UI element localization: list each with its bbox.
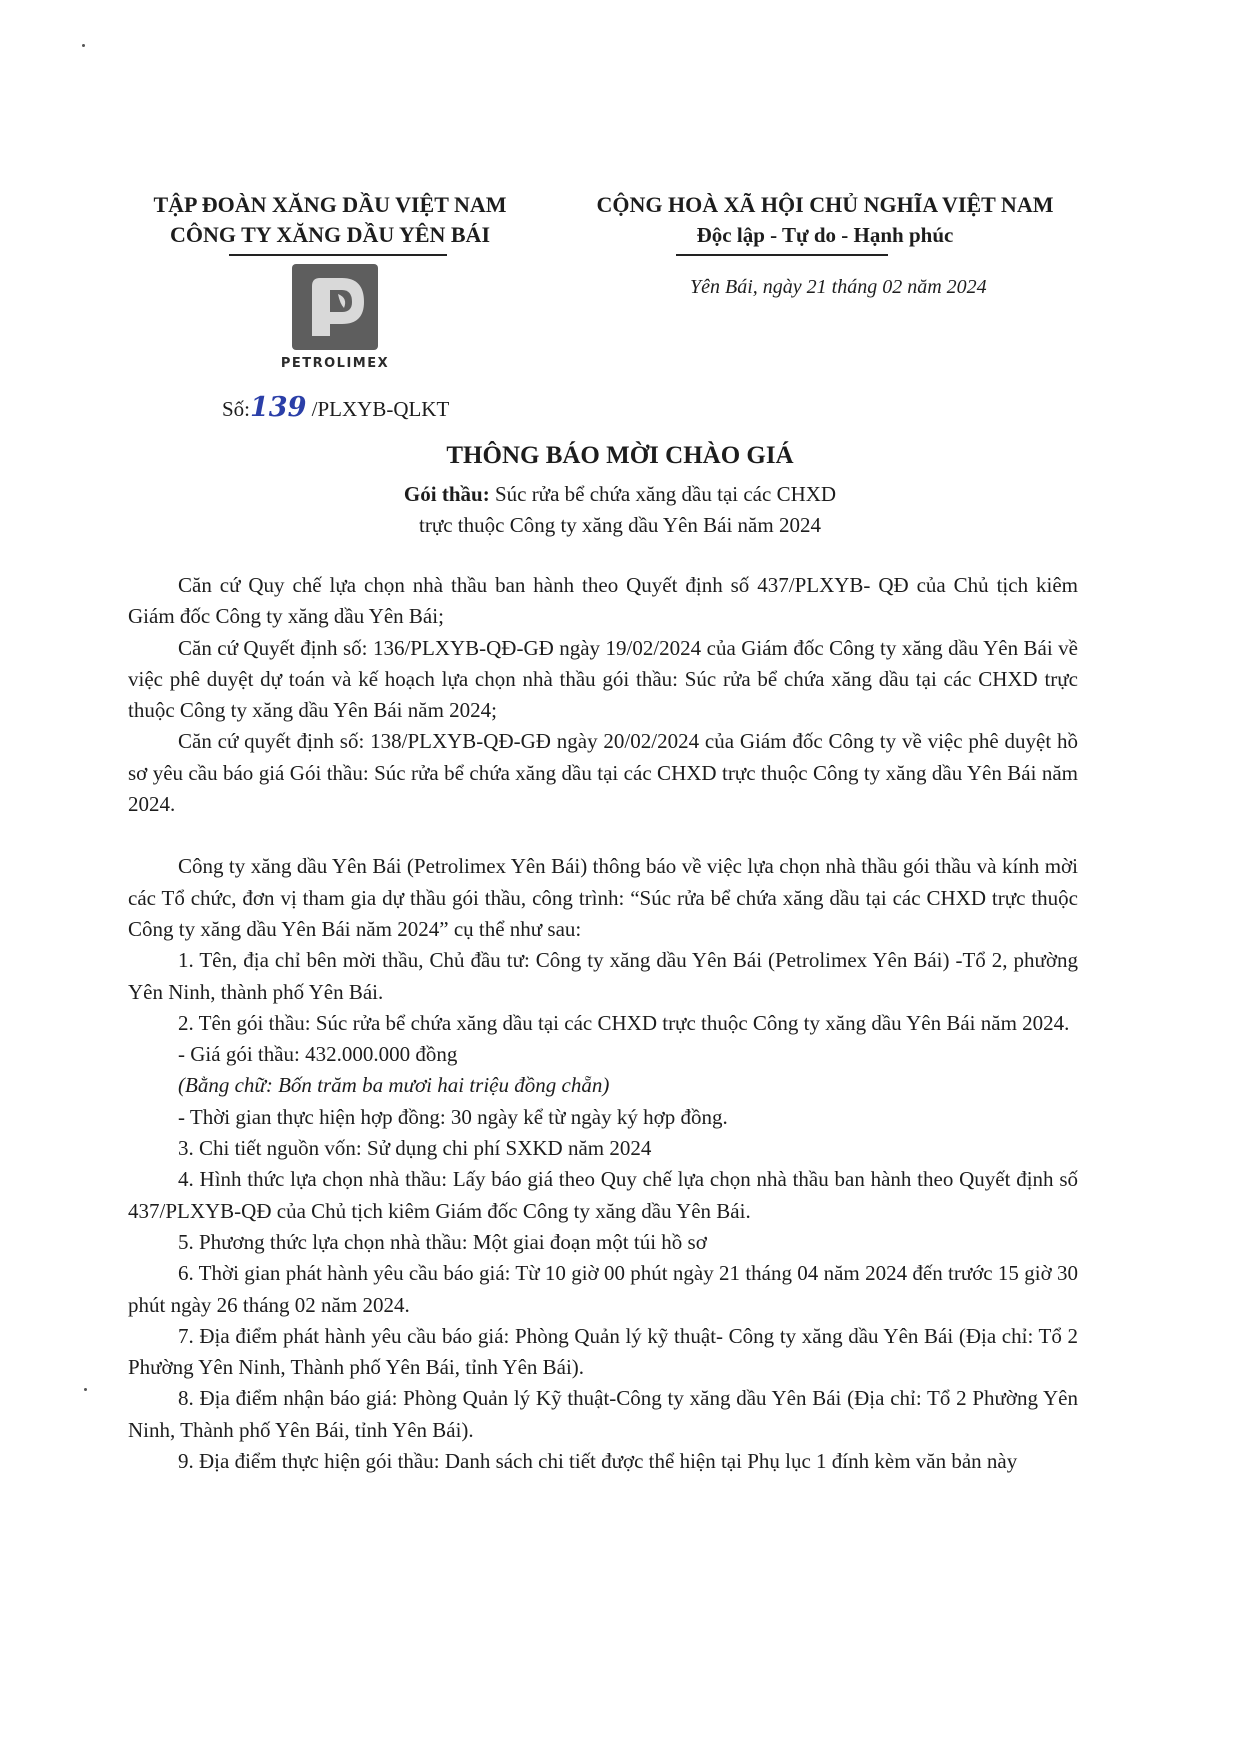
number-handwritten: 139	[250, 392, 307, 423]
number-label: Số:	[222, 397, 251, 421]
list-item: 4. Hình thức lựa chọn nhà thầu: Lấy báo giá theo Quy chế lựa chọn nhà thầu ban hành theo Quyết định số 437/PLXYB-QĐ của Chủ tịch kiêm Giám đốc Công ty xăng dầu Yên Bái.	[128, 1167, 1078, 1223]
national-motto: Độc lập - Tự do - Hạnh phúc	[696, 223, 954, 247]
package-name	[0, 482, 1240, 507]
list-item: 2. Tên gói thầu: Súc rửa bể chứa xăng dầu tại các CHXD trực thuộc Công ty xăng dầu Yên Bái năm 2024.	[178, 1010, 1070, 1035]
list-item: 1. Tên, địa chỉ bên mời thầu, Chủ đầu tư: Công ty xăng dầu Yên Bái (Petrolimex Yên Bái) -Tổ 2, phường Yên Ninh, thành phố Yên Bái.	[128, 948, 1078, 1004]
issuer-header	[120, 190, 540, 250]
list-item-amount-words: (Bằng chữ: Bốn trăm ba mươi hai triệu đồng chẵn)	[178, 1073, 610, 1098]
number-suffix: /PLXYB-QLKT	[311, 397, 450, 421]
basis-paragraph: Căn cứ quyết định số: 138/PLXYB-QĐ-GĐ ngày 20/02/2024 của Giám đốc Công ty về việc phê duyệt hồ sơ yêu cầu báo giá Gói thầu: Súc rửa bể chứa xăng dầu tại các CHXD trực thuộc Công ty xăng dầu Yên Bái năm 2024.	[128, 729, 1078, 817]
logo-wordmark: PETROLIMEX	[280, 356, 390, 371]
package-name-line2: trực thuộc Công ty xăng dầu Yên Bái năm 2024	[419, 513, 821, 537]
motto-underline	[676, 254, 888, 256]
list-item: 6. Thời gian phát hành yêu cầu báo giá: Từ 10 giờ 00 phút ngày 21 tháng 04 năm 2024 đến trước 15 giờ 30 phút ngày 26 tháng 02 năm 2024.	[128, 1261, 1078, 1317]
national-header	[560, 190, 1090, 250]
package-label: Gói thầu:	[403, 482, 490, 506]
list-item: 9. Địa điểm thực hiện gói thầu: Danh sách chi tiết được thể hiện tại Phụ lục 1 đính kèm văn bản này	[178, 1449, 1018, 1474]
list-item: 3. Chi tiết nguồn vốn: Sử dụng chi phí SXKD năm 2024	[178, 1136, 652, 1161]
scan-speck	[84, 1388, 87, 1391]
issuer-parent: TẬP ĐOÀN XĂNG DẦU VIỆT NAM	[153, 192, 507, 217]
document-body	[128, 570, 1078, 1477]
document-date: Yên Bái, ngày 21 tháng 02 năm 2024	[690, 276, 987, 298]
intro-paragraph: Công ty xăng dầu Yên Bái (Petrolimex Yên Bái) thông báo về việc lựa chọn nhà thầu gói thầu và kính mời các Tổ chức, đơn vị tham gia dự thầu gói thầu, công trình: “Súc rửa bể chứa xăng dầu tại các CHXD trực thuộc Công ty xăng dầu Yên Bái năm 2024” cụ thể như sau:	[128, 854, 1078, 941]
list-item: 7. Địa điểm phát hành yêu cầu báo giá: Phòng Quản lý kỹ thuật- Công ty xăng dầu Yên Bái (Địa chỉ: Tổ 2 Phường Yên Ninh, Thành phố Yên Bái, tỉnh Yên Bái).	[128, 1323, 1078, 1380]
list-item: - Thời gian thực hiện hợp đồng: 30 ngày kể từ ngày ký hợp đồng.	[178, 1104, 728, 1129]
list-item: - Giá gói thầu: 432.000.000 đồng	[178, 1042, 458, 1067]
document-title: THÔNG BÁO MỜI CHÀO GIÁ	[446, 442, 794, 469]
package-text: Súc rửa bể chứa xăng dầu tại các CHXD	[494, 482, 837, 506]
issuer-underline	[229, 254, 447, 256]
national-title: CỘNG HOÀ XÃ HỘI CHỦ NGHĨA VIỆT NAM	[596, 192, 1054, 217]
basis-paragraph: Căn cứ Quyết định số: 136/PLXYB-QĐ-GĐ ngày 19/02/2024 của Giám đốc Công ty xăng dầu Yên Bái về việc phê duyệt dự toán và kế hoạch lựa chọn nhà thầu gói thầu: Súc rửa bể chứa xăng dầu tại các CHXD trực thuộc Công ty xăng dầu Yên Bái năm 2024;	[128, 635, 1078, 723]
document-number	[222, 392, 449, 423]
basis-paragraph: Căn cứ Quy chế lựa chọn nhà thầu ban hành theo Quyết định số 437/PLXYB- QĐ của Chủ tịch kiêm Giám đốc Công ty xăng dầu Yên Bái;	[128, 573, 1078, 629]
list-item: 8. Địa điểm nhận báo giá: Phòng Quản lý Kỹ thuật-Công ty xăng dầu Yên Bái (Địa chỉ: Tổ 2 Phường Yên Ninh, Thành phố Yên Bái, tỉnh Yên Bái).	[128, 1386, 1078, 1442]
list-item: 5. Phương thức lựa chọn nhà thầu: Một giai đoạn một túi hồ sơ	[178, 1229, 707, 1254]
issuer-company: CÔNG TY XĂNG DẦU YÊN BÁI	[169, 222, 491, 247]
petrolimex-logo-icon	[292, 264, 378, 350]
scan-speck	[82, 44, 85, 47]
